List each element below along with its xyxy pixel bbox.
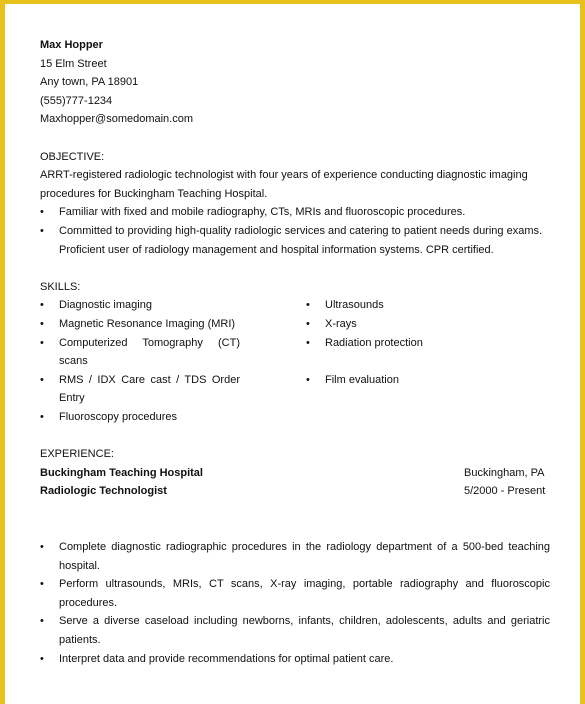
job-dates: 5/2000 - Present — [464, 485, 546, 498]
experience-heading: EXPERIENCE: — [40, 448, 114, 461]
objective-summary: ARRT-registered radiologic technologist with four years of experience conducting diagnostic imaging procedures for Buckingham Teaching Hospital. — [40, 169, 528, 200]
objective-list — [40, 203, 550, 259]
skill-item: • Ultrasounds — [306, 296, 526, 315]
resume-page — [5, 4, 580, 704]
skills-columns — [40, 296, 550, 426]
address-street: 15 Elm Street — [40, 57, 107, 70]
skill-item: • Magnetic Resonance Imaging (MRI) — [40, 315, 240, 334]
skills-list-right — [306, 296, 526, 426]
experience-bullet: • Serve a diverse caseload including newborns, infants, children, adolescents, adults and geriatric patients. — [40, 612, 550, 649]
phone-number: (555)777-1234 — [40, 94, 113, 107]
objective-heading: OBJECTIVE: — [40, 150, 105, 163]
skill-item: • Diagnostic imaging — [40, 296, 240, 315]
skill-item: • Fluoroscopy procedures — [40, 408, 240, 427]
experience-bullet: • Perform ultrasounds, MRIs, CT scans, X-ray imaging, portable radiography and fluoroscopic procedures. — [40, 575, 550, 612]
employer-location: Buckingham, PA — [464, 466, 545, 479]
employer-name: Buckingham Teaching Hospital — [40, 466, 203, 479]
experience-list — [40, 538, 550, 668]
skills-list-left — [40, 296, 240, 426]
skill-item: • X-rays — [306, 315, 526, 334]
email-address: Maxhopper@somedomain.com — [40, 113, 194, 126]
objective-bullet: • Familiar with fixed and mobile radiography, CTs, MRIs and fluoroscopic procedures. — [40, 203, 550, 222]
skill-item: • Radiation protection — [306, 334, 526, 353]
skill-item: • Film evaluation — [306, 371, 526, 390]
employer-row — [40, 464, 550, 483]
objective-bullet: • Committed to providing high-quality radiologic services and catering to patient needs during exams. Proficient user of radiology management and hospital information systems. CPR certified. — [40, 222, 550, 259]
skills-heading: SKILLS: — [40, 280, 81, 293]
experience-bullet: • Interpret data and provide recommendations for optimal patient care. — [40, 650, 550, 669]
resume-document — [40, 36, 550, 668]
job-title-row — [40, 482, 550, 501]
applicant-name: Max Hopper — [40, 39, 103, 51]
skill-item: • RMS / IDX Care cast / TDS Order Entry — [40, 371, 240, 408]
address-city: Any town, PA 18901 — [40, 76, 139, 89]
experience-bullet: • Complete diagnostic radiographic procedures in the radiology department of a 500-bed teaching hospital. — [40, 538, 550, 575]
skill-item: • Computerized Tomography (CT) scans — [40, 334, 240, 371]
job-title: Radiologic Technologist — [40, 485, 167, 498]
